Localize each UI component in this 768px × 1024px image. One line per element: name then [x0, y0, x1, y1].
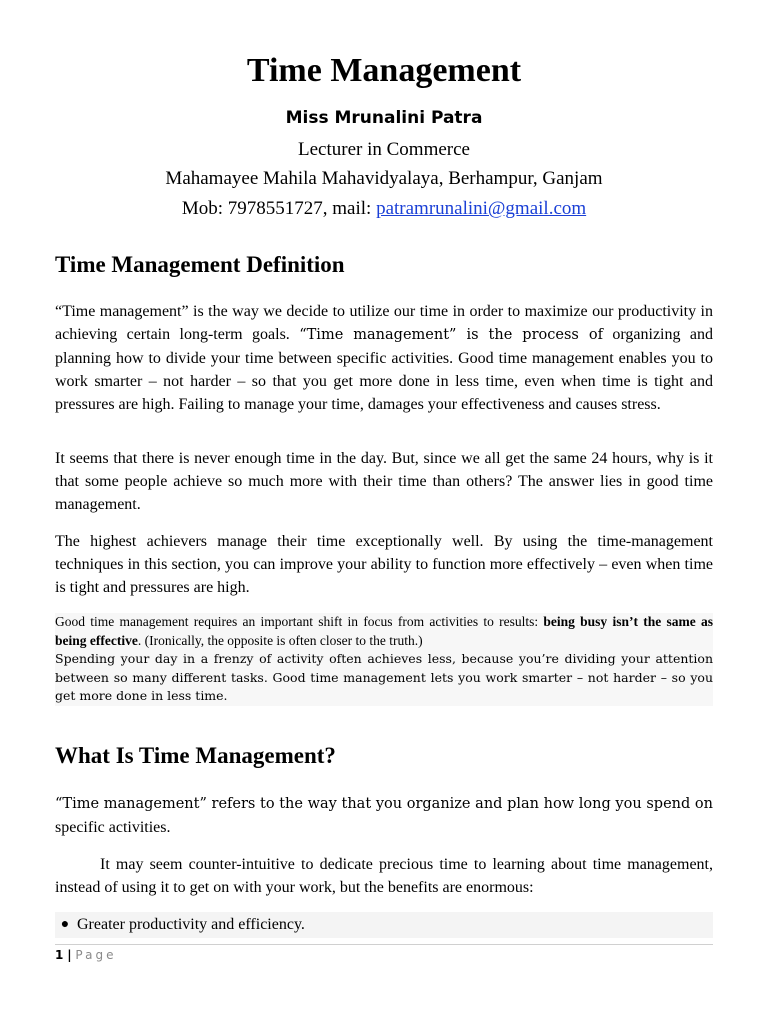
- author-name: Miss Mrunalini Patra: [285, 108, 483, 128]
- footer-divider: [55, 944, 713, 945]
- busy-vs-effective: being busy isn’t the same as being effective: [55, 614, 713, 648]
- paragraph-enough-time: It seems that there is never enough time in the day. But, since we all get the same 24 hours, why is it that some people achieve so much more with their time than others? The answer lies in good time management.: [55, 450, 713, 513]
- term-time-management: “Time management”: [55, 303, 189, 320]
- definition-emphasis: “Time management” is the process of: [299, 327, 603, 343]
- author-institution: Mahamayee Mahila Mahavidyalaya, Berhampur, Ganjam: [165, 168, 603, 189]
- author-contact: [0, 198, 768, 220]
- paragraph-what-is: “Time management” refers to the way that you organize and plan how long you spend on specific activities.: [55, 796, 713, 836]
- footer-separator: |: [67, 948, 72, 962]
- document-title: Time Management: [246, 52, 522, 89]
- page-label: Page: [75, 948, 117, 962]
- email-link[interactable]: patramrunalini@gmail.com: [376, 198, 587, 219]
- author-role: Lecturer in Commerce: [298, 139, 470, 160]
- page-footer: [55, 948, 116, 962]
- section-heading-definition: Time Management Definition: [55, 252, 345, 277]
- paragraph-definition: “Time management” is the way we decide to utilize our time in order to maximize our productivity in achieving certain long-term goals. “Time management” is the process of organizing and planning how to divide your time between specific activities. Good time management enables you to work smarter – not harder – so that you get more done in less time, even when time is tight and pressures are high. Failing to manage your time, damages your effectiveness and causes stress.: [55, 300, 713, 416]
- section-heading-what-is: What Is Time Management?: [55, 743, 336, 768]
- page-number: 1: [55, 948, 64, 962]
- list-item: ● Greater productivity and efficiency.: [55, 912, 713, 938]
- contact-phone: Mob: 7978551727, mail:: [181, 198, 377, 219]
- paragraph-benefits: It may seem counter-intuitive to dedicate precious time to learning about time management, instead of using it to get on with your work, but the benefits are enormous:: [55, 856, 713, 896]
- paragraph-shift-focus: Good time management requires an important shift in focus from activities to results: being busy isn’t the same as being effective. (Ironically, the opposite is often closer to the truth.) Spending your day in a frenzy of activity often achieves less, because you’re dividing your attention between so many different tasks. Good time management lets you work smarter – not harder – so you get more done in less time.: [55, 613, 713, 706]
- paragraph-high-achievers: The highest achievers manage their time exceptionally well. By using the time-management techniques in this section, you can improve your ability to function more effectively – even when time is tight and pressures are high.: [55, 533, 713, 596]
- bullet-icon: ●: [60, 917, 70, 932]
